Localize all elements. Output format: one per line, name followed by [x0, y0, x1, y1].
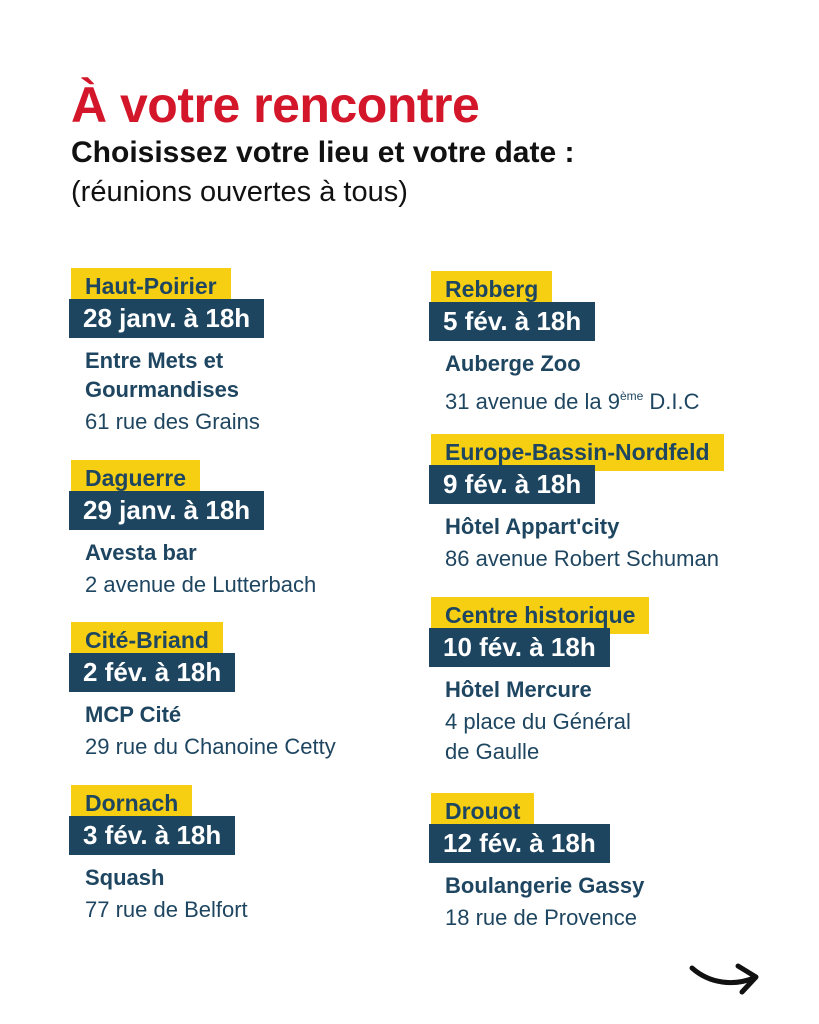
venue-address — [445, 381, 791, 417]
venue-address: 61 rue des Grains — [85, 409, 260, 434]
date-badge: 29 janv. à 18h — [69, 491, 264, 530]
event-drouot — [431, 793, 791, 933]
event-centre-historique — [431, 597, 791, 767]
venue-address: 86 avenue Robert Schuman — [445, 546, 719, 571]
district-tag: Rebberg — [431, 271, 552, 308]
district-tag: Dornach — [71, 785, 192, 822]
event-europe-bassin-nordfeld — [431, 434, 791, 574]
event-dornach — [71, 785, 431, 925]
address-text: 31 avenue de la 9 — [445, 389, 620, 414]
address-line: de Gaulle — [445, 739, 540, 764]
venue-name — [85, 346, 431, 404]
page-note: (réunions ouvertes à tous) — [71, 176, 408, 208]
district-tag: Cité-Briand — [71, 622, 223, 659]
event-daguerre — [71, 460, 431, 600]
date-badge: 2 fév. à 18h — [69, 653, 235, 692]
venue-name: Squash — [85, 865, 165, 890]
district-tag: Centre historique — [431, 597, 649, 634]
date-badge: 10 fév. à 18h — [429, 628, 610, 667]
district-tag: Haut-Poirier — [71, 268, 231, 305]
district-tag: Europe-Bassin-Nordfeld — [431, 434, 724, 471]
event-cite-briand — [71, 622, 431, 762]
venue-name: MCP Cité — [85, 702, 182, 727]
date-badge: 9 fév. à 18h — [429, 465, 595, 504]
date-badge: 12 fév. à 18h — [429, 824, 610, 863]
venue-address: 77 rue de Belfort — [85, 897, 248, 922]
venue-line: Entre Mets et — [85, 348, 224, 373]
venue-name: Boulangerie Gassy — [445, 873, 645, 898]
venue-name: Hôtel Mercure — [445, 677, 592, 702]
venue-address: 29 rue du Chanoine Cetty — [85, 734, 336, 759]
page-subtitle: Choisissez votre lieu et votre date : — [71, 136, 575, 169]
venue-name: Hôtel Appart'city — [445, 514, 620, 539]
event-rebberg — [431, 271, 791, 417]
event-haut-poirier — [71, 268, 431, 437]
district-tag: Daguerre — [71, 460, 200, 497]
venue-address — [445, 707, 791, 767]
address-superscript: ème — [619, 389, 644, 403]
address-text: D.I.C — [643, 389, 700, 414]
district-tag: Drouot — [431, 793, 534, 830]
venue-name: Auberge Zoo — [445, 351, 581, 376]
venue-address: 18 rue de Provence — [445, 905, 638, 930]
venue-address: 2 avenue de Lutterbach — [85, 572, 317, 597]
curved-arrow-right-icon[interactable] — [688, 958, 762, 1002]
date-badge: 3 fév. à 18h — [69, 816, 235, 855]
venue-line: Gourmandises — [85, 377, 240, 402]
date-badge: 5 fév. à 18h — [429, 302, 595, 341]
page-title: À votre rencontre — [71, 77, 480, 133]
address-line: 4 place du Général — [445, 709, 631, 734]
date-badge: 28 janv. à 18h — [69, 299, 264, 338]
venue-name: Avesta bar — [85, 540, 197, 565]
